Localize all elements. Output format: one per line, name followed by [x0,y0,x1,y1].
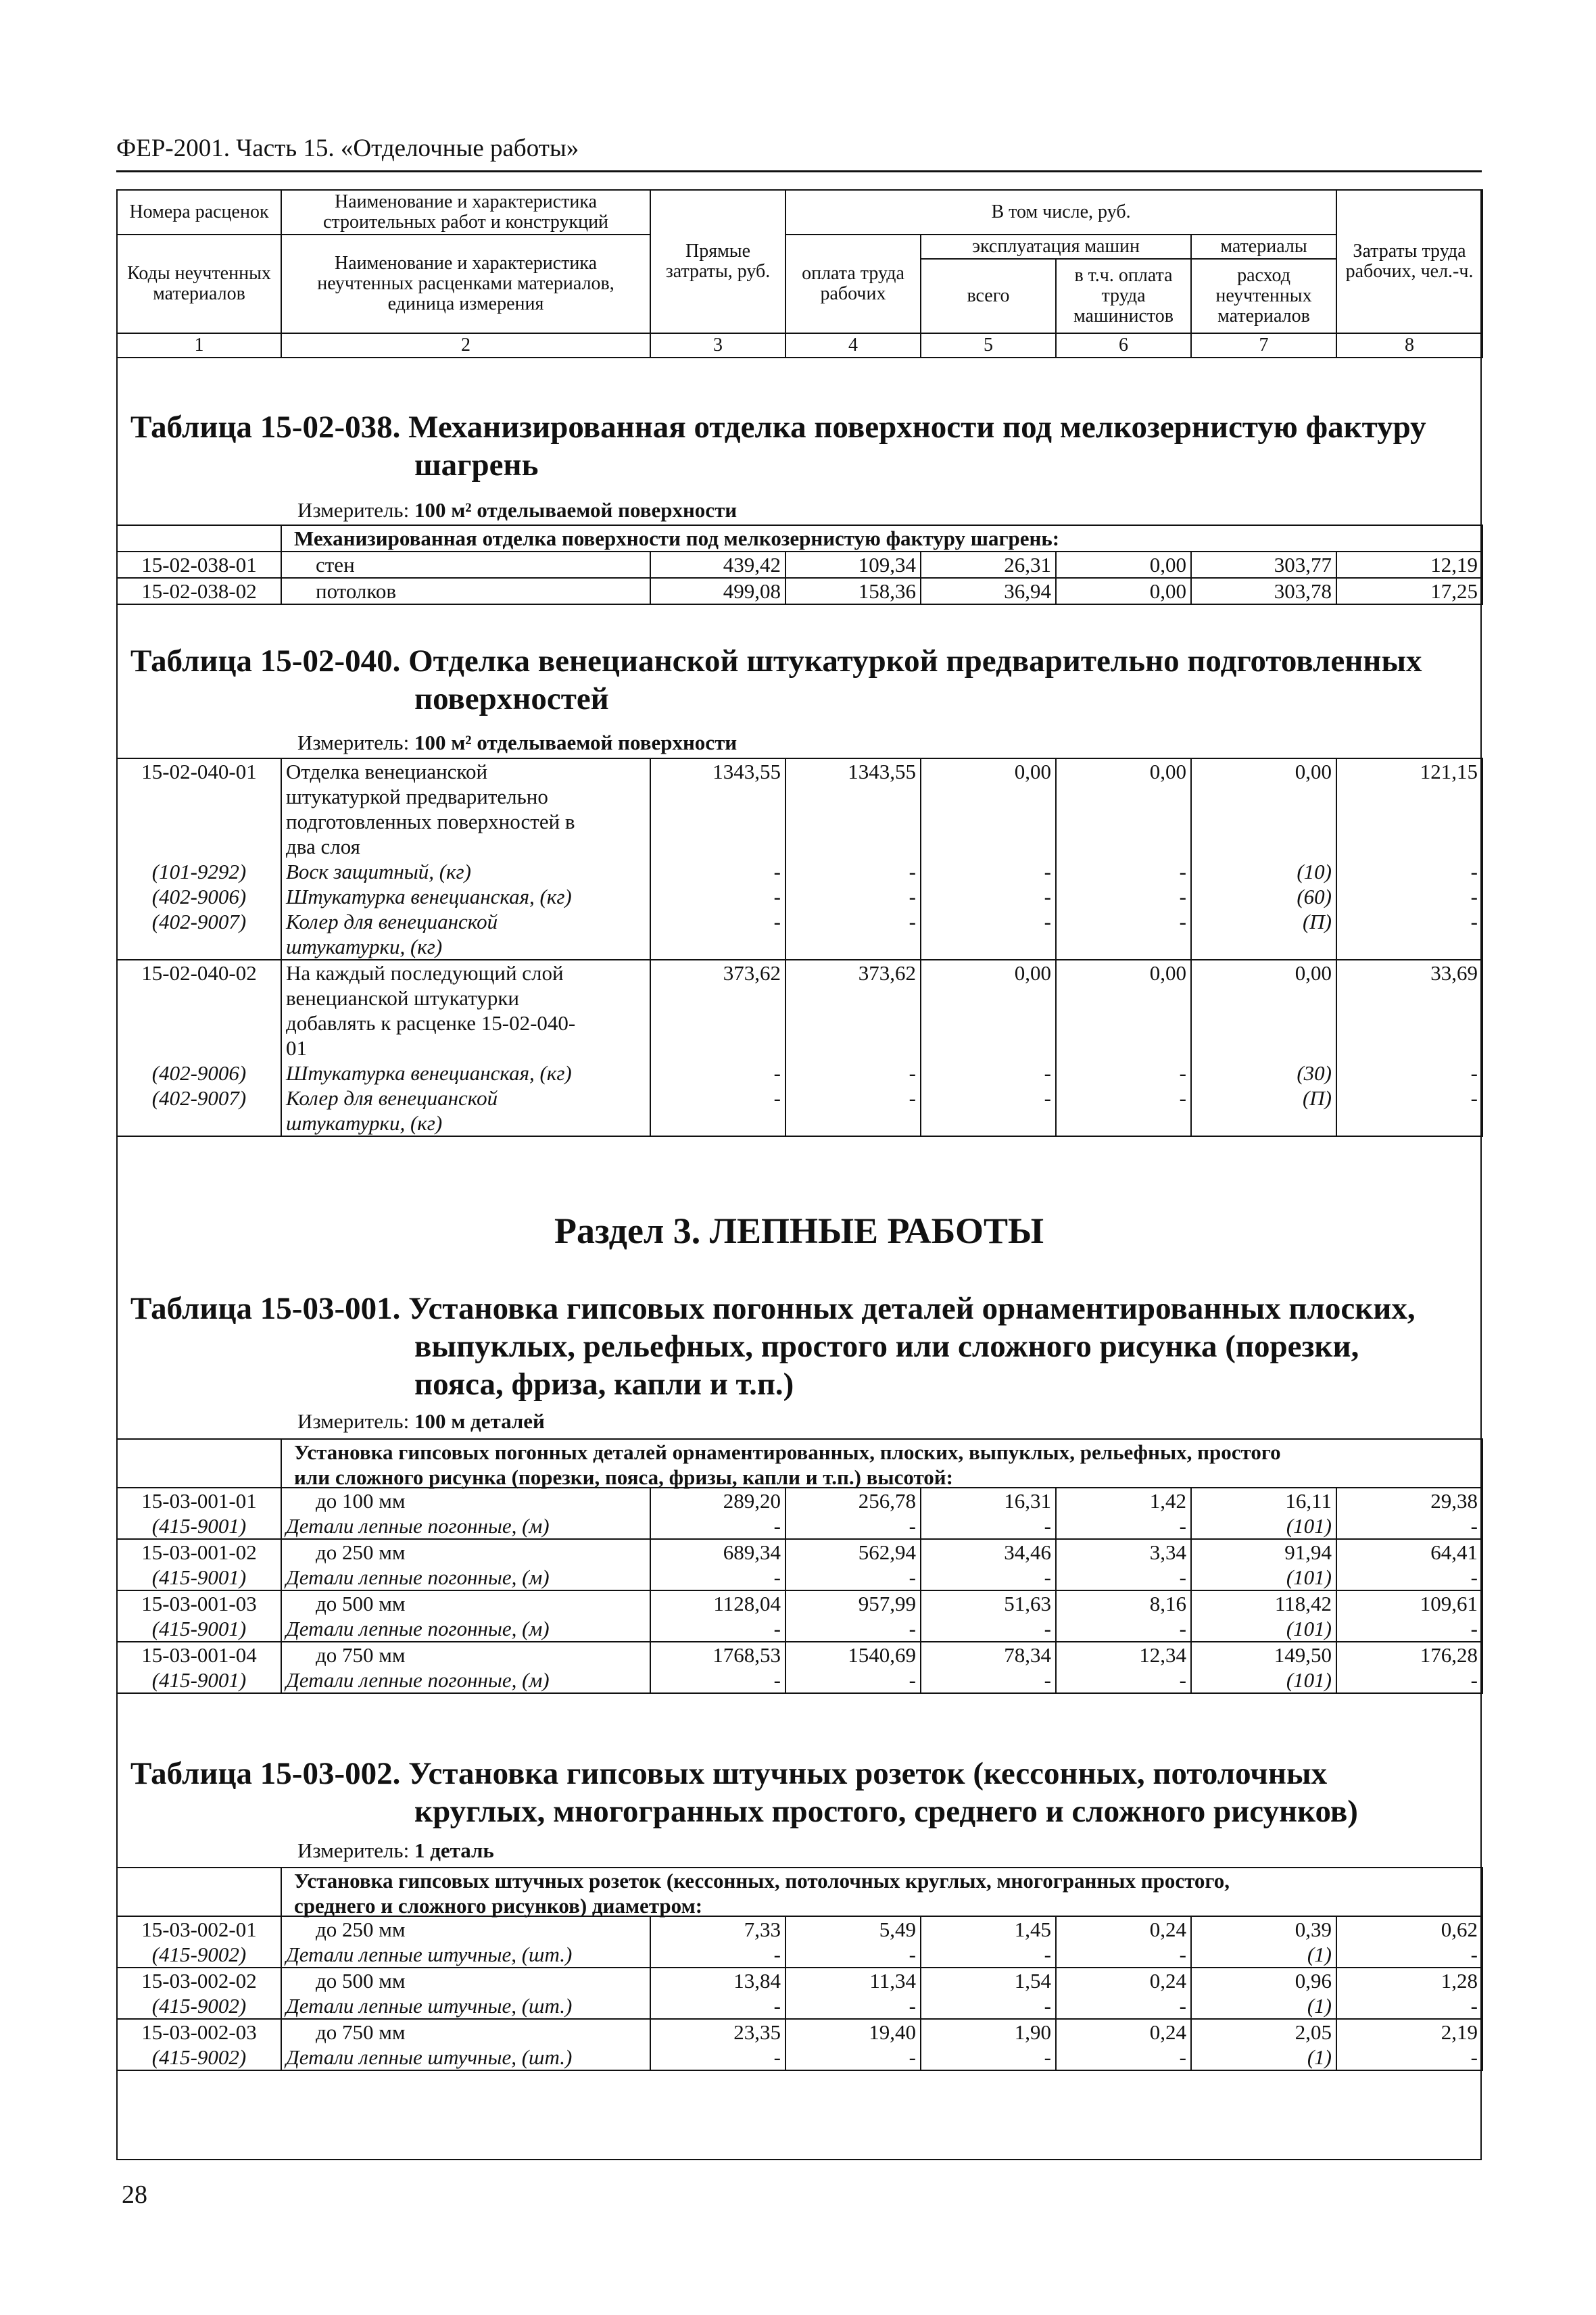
material-name [281,909,650,960]
col-num-6: 6 [1056,333,1191,358]
table-title-15-02-040 [130,642,1476,718]
table-row [117,552,1482,578]
dash: - [921,1513,1056,1539]
data-table-15-03-002-rows [116,1916,1483,2071]
rate-code: 15-03-002-02 [117,1968,281,1993]
work-name [281,758,650,859]
dash: - [650,1942,785,1968]
dash: - [921,1061,1056,1086]
material-name: Детали лепные погонные, (м) [281,1513,650,1539]
materials-cost: 149,50 [1191,1642,1336,1667]
dash: - [785,859,921,884]
dash: - [1336,2045,1482,2070]
col-num-7: 7 [1191,333,1336,358]
col-num-4: 4 [785,333,921,358]
material-name: Воск защитный, (кг) [281,859,650,884]
machine-total: 51,63 [921,1590,1056,1616]
work-name-line: добавлять к расценке 15-02-040- [286,1011,576,1035]
dash: - [921,909,1056,960]
dash: - [650,1565,785,1590]
dash: - [650,1061,785,1086]
meter-15-03-001 [297,1409,545,1434]
meter-value: 1 деталь [414,1838,494,1862]
material-name: Детали лепные погонные, (м) [281,1565,650,1590]
dash: - [921,1086,1056,1136]
work-name-line: штукатуркой предварительно [286,785,548,808]
dash: - [650,1086,785,1136]
dash: - [785,1086,921,1136]
labor-hours: 2,19 [1336,2019,1482,2045]
materials-cost: 0,00 [1191,960,1336,1061]
col5-header: всего [921,259,1056,333]
material-row [117,1667,1482,1693]
dash: - [785,1565,921,1590]
material-qty: (1) [1191,1993,1336,2019]
dash: - [650,1667,785,1693]
meter-15-03-002 [297,1838,494,1863]
material-name-line: штукатурки, (кг) [286,935,443,958]
materials-cost: 303,78 [1191,578,1336,604]
meter-label: Измеритель: [297,731,410,754]
material-qty: (30) [1191,1061,1336,1086]
group-caption-line: среднего и сложного рисунков) диаметром: [294,1894,703,1918]
dash: - [650,1513,785,1539]
material-qty: (1) [1191,2045,1336,2070]
labor-pay: 109,34 [785,552,921,578]
labor-pay: 1540,69 [785,1642,921,1667]
dash: - [650,1993,785,2019]
dash: - [921,1993,1056,2019]
rate-code: 15-03-002-03 [117,2019,281,2045]
rate-code: 15-03-002-01 [117,1916,281,1942]
group-caption-line: Установка гипсовых штучных розеток (кессонных, потолочных круглых, многогранных простого, [294,1869,1230,1893]
labor-hours: 33,69 [1336,960,1482,1061]
table-label: Таблица 15-03-001. [130,1291,401,1326]
material-code: (415-9001) [117,1616,281,1642]
group-caption [281,1439,1482,1490]
dash: - [1056,884,1191,909]
material-name: Детали лепные погонные, (м) [281,1667,650,1693]
dash: - [1056,1513,1191,1539]
dash: - [1336,859,1482,884]
machinist-pay: 0,00 [1056,552,1191,578]
machinist-pay: 0,24 [1056,2019,1191,2045]
col1-top: Номера расценок [117,190,281,235]
work-name-line: два слоя [286,835,360,858]
table-title-15-02-038 [130,408,1476,484]
meter-label: Измеритель: [297,1838,410,1862]
meter-label: Измеритель: [297,1409,410,1433]
labor-hours: 64,41 [1336,1539,1482,1565]
dash: - [1336,909,1482,960]
table-row [117,578,1482,604]
dash: - [650,909,785,960]
materials-cost: 0,39 [1191,1916,1336,1942]
table-row [117,1590,1482,1616]
materials-cost: 91,94 [1191,1539,1336,1565]
direct-costs: 689,34 [650,1539,785,1565]
col7-header: расход неучтенных материалов [1191,259,1336,333]
work-name: потолков [281,578,650,604]
table-row [117,1539,1482,1565]
table-row [117,2019,1482,2045]
col2-top: Наименование и характеристика строительных работ и конструкций [281,190,650,235]
machinist-pay: 12,34 [1056,1642,1191,1667]
material-qty: (101) [1191,1513,1336,1539]
labor-pay: 957,99 [785,1590,921,1616]
rate-code: 15-02-038-02 [117,578,281,604]
material-code: (415-9001) [117,1565,281,1590]
machine-total: 0,00 [921,758,1056,859]
materials-header: материалы [1191,235,1336,259]
machinist-pay: 8,16 [1056,1590,1191,1616]
table-name-cont: пояса, фриза, капли и т.п.) [414,1367,794,1402]
dash: - [1056,1086,1191,1136]
data-table-15-02-038 [116,525,1483,605]
data-table-15-03-001 [116,1438,1483,1490]
work-name-line: 01 [286,1036,307,1060]
meter-15-02-040 [297,731,737,755]
table-label: Таблица 15-02-040. [130,643,401,679]
dash: - [921,1616,1056,1642]
material-qty: (101) [1191,1565,1336,1590]
dash: - [1056,1993,1191,2019]
machinist-pay: 1,42 [1056,1488,1191,1513]
dash: - [785,1993,921,2019]
material-code: (402-9006) [117,884,281,909]
table-name-cont: выпуклых, рельефных, простого или сложного рисунка (порезки, [414,1329,1359,1364]
materials-cost: 2,05 [1191,2019,1336,2045]
dash: - [650,1616,785,1642]
material-row [117,884,1482,909]
dash: - [1336,1616,1482,1642]
direct-costs: 1768,53 [650,1642,785,1667]
col-num-3: 3 [650,333,785,358]
table-name: Установка гипсовых штучных розеток (кессонных, потолочных [408,1756,1328,1791]
dash: - [921,1667,1056,1693]
rate-code: 15-02-038-01 [117,552,281,578]
material-row [117,1513,1482,1539]
machine-total: 1,90 [921,2019,1056,2045]
dash: - [1056,859,1191,884]
col-num-1: 1 [117,333,281,358]
material-row [117,1061,1482,1086]
meter-value: 100 м² отделываемой поверхности [414,498,737,522]
material-name: Детали лепные штучные, (шт.) [281,1993,650,2019]
section-title: Раздел 3. ЛЕПНЫЕ РАБОТЫ [554,1211,1044,1251]
labor-hours: 121,15 [1336,758,1482,859]
table-name-cont: круглых, многогранных простого, среднего и сложного рисунков) [414,1794,1358,1829]
work-name: до 750 мм [281,2019,650,2045]
machine-total: 16,31 [921,1488,1056,1513]
material-code: (415-9001) [117,1667,281,1693]
rate-code: 15-03-001-01 [117,1488,281,1513]
material-code: (415-9002) [117,1993,281,2019]
dash: - [785,1667,921,1693]
group-caption-line: Установка гипсовых погонных деталей орнаментированных, плоских, выпуклых, рельефных, простого [294,1440,1281,1464]
work-name-line: подготовленных поверхностей в [286,810,575,833]
material-qty: (10) [1191,859,1336,884]
material-row [117,1942,1482,1968]
material-qty: (101) [1191,1667,1336,1693]
direct-costs: 373,62 [650,960,785,1061]
dash: - [921,2045,1056,2070]
dash: - [1056,909,1191,960]
work-name: до 100 мм [281,1488,650,1513]
material-qty: (П) [1191,1086,1336,1136]
labor-hours: 29,38 [1336,1488,1482,1513]
machine-total: 36,94 [921,578,1056,604]
machine-total: 1,45 [921,1916,1056,1942]
direct-costs: 289,20 [650,1488,785,1513]
dash: - [785,1942,921,1968]
machinist-pay: 0,00 [1056,758,1191,859]
material-row [117,909,1482,960]
labor-pay: 1343,55 [785,758,921,859]
dash: - [1056,1565,1191,1590]
meter-label: Измеритель: [297,498,410,522]
dash: - [785,1513,921,1539]
dash: - [921,859,1056,884]
material-name-line: штукатурки, (кг) [286,1111,443,1135]
table-name: Установка гипсовых погонных деталей орнаментированных плоских, [408,1291,1416,1326]
dash: - [785,1616,921,1642]
table-name: Отделка венецианской штукатуркой предварительно подготовленных [408,643,1422,679]
work-name-line: венецианской штукатурки [286,986,520,1010]
machinist-pay: 3,34 [1056,1539,1191,1565]
material-name: Штукатурка венецианская, (кг) [281,884,650,909]
dash: - [1336,1667,1482,1693]
material-row [117,1993,1482,2019]
table-row [117,1488,1482,1513]
work-name-line: Отделка венецианской [286,760,488,783]
materials-cost: 303,77 [1191,552,1336,578]
work-name [281,960,650,1061]
dash: - [785,1061,921,1086]
table-name-cont: шагрень [414,447,539,483]
table-name: Механизированная отделка поверхности под мелкозернистую фактуру [408,410,1426,445]
dash: - [1336,884,1482,909]
page-header: ФЕР-2001. Часть 15. «Отделочные работы» [116,134,1482,172]
table-label: Таблица 15-03-002. [130,1756,401,1791]
direct-costs: 439,42 [650,552,785,578]
col4-header: оплата труда рабочих [785,235,921,333]
material-row [117,1565,1482,1590]
material-qty: (П) [1191,909,1336,960]
labor-hours: 1,28 [1336,1968,1482,1993]
machine-total: 34,46 [921,1539,1056,1565]
labor-hours: 17,25 [1336,578,1482,604]
material-code: (415-9002) [117,2045,281,2070]
col-num-8: 8 [1336,333,1482,358]
dash: - [1336,1565,1482,1590]
column-header [116,189,1483,358]
material-qty: (101) [1191,1616,1336,1642]
dash: - [650,884,785,909]
data-table-15-02-040 [116,758,1483,1137]
work-name-line: На каждый последующий слой [286,961,564,985]
group-header: В том числе, руб. [785,190,1336,235]
material-name-line: Колер для венецианской [286,1086,498,1110]
group-caption [281,1868,1482,1918]
dash: - [1336,1993,1482,2019]
labor-hours: 176,28 [1336,1642,1482,1667]
labor-hours: 12,19 [1336,552,1482,578]
dash: - [1336,1086,1482,1136]
machine-total: 78,34 [921,1642,1056,1667]
materials-cost: 0,00 [1191,758,1336,859]
material-name: Детали лепные погонные, (м) [281,1616,650,1642]
dash: - [1056,2045,1191,2070]
dash: - [785,909,921,960]
material-row [117,1616,1482,1642]
machine-total: 26,31 [921,552,1056,578]
material-row [117,859,1482,884]
rate-code: 15-03-001-04 [117,1642,281,1667]
material-row [117,2045,1482,2070]
work-name: до 500 мм [281,1590,650,1616]
table-name-cont: поверхностей [414,681,609,716]
labor-pay: 19,40 [785,2019,921,2045]
material-code: (415-9002) [117,1942,281,1968]
col1-bottom: Коды неучтенных материалов [117,235,281,333]
material-code: (402-9007) [117,1086,281,1136]
dash: - [1056,1667,1191,1693]
dash: - [1336,1061,1482,1086]
labor-pay: 562,94 [785,1539,921,1565]
direct-costs: 499,08 [650,578,785,604]
dash: - [1336,1513,1482,1539]
table-title-15-03-002 [130,1755,1476,1830]
dash: - [1056,1616,1191,1642]
col6-header: в т.ч. оплата труда машинистов [1056,259,1191,333]
dash: - [785,2045,921,2070]
table-title-15-03-001 [130,1290,1476,1403]
material-qty: (60) [1191,884,1336,909]
material-name: Детали лепные штучные, (шт.) [281,2045,650,2070]
group-caption-line: или сложного рисунка (порезки, пояса, фризы, капли и т.п.) высотой: [294,1465,953,1489]
material-qty: (1) [1191,1942,1336,1968]
meter-15-02-038 [297,498,737,522]
labor-pay: 373,62 [785,960,921,1061]
machinist-pay: 0,00 [1056,578,1191,604]
page-number: 28 [122,2180,147,2209]
work-name: стен [281,552,650,578]
dash: - [921,1565,1056,1590]
meter-value: 100 м² отделываемой поверхности [414,731,737,754]
labor-pay: 11,34 [785,1968,921,1993]
labor-pay: 158,36 [785,578,921,604]
material-name [281,1086,650,1136]
materials-cost: 118,42 [1191,1590,1336,1616]
material-code: (402-9007) [117,909,281,960]
direct-costs: 23,35 [650,2019,785,2045]
machines-header: эксплуатация машин [921,235,1191,259]
material-name: Детали лепные штучные, (шт.) [281,1942,650,1968]
data-table-15-03-002 [116,1867,1483,1918]
material-row [117,1086,1482,1136]
col3-header: Прямые затраты, руб. [650,190,785,333]
table-row [117,1916,1482,1942]
rate-code: 15-03-001-02 [117,1539,281,1565]
work-name: до 250 мм [281,1916,650,1942]
machine-total: 0,00 [921,960,1056,1061]
material-name-line: Колер для венецианской [286,910,498,933]
direct-costs: 1128,04 [650,1590,785,1616]
table-row [117,1968,1482,1993]
direct-costs: 13,84 [650,1968,785,1993]
dash: - [650,2045,785,2070]
materials-cost: 16,11 [1191,1488,1336,1513]
meter-value: 100 м деталей [414,1409,545,1433]
col-num-2: 2 [281,333,650,358]
labor-hours: 0,62 [1336,1916,1482,1942]
table-label: Таблица 15-02-038. [130,410,401,445]
machinist-pay: 0,24 [1056,1916,1191,1942]
rate-code: 15-02-040-01 [117,758,281,859]
material-code: (415-9001) [117,1513,281,1539]
material-code: (101-9292) [117,859,281,884]
work-name: до 500 мм [281,1968,650,1993]
labor-hours: 109,61 [1336,1590,1482,1616]
labor-pay: 256,78 [785,1488,921,1513]
col2-bottom: Наименование и характеристика неучтенных расценками материалов, единица измерения [281,235,650,333]
col-num-5: 5 [921,333,1056,358]
rate-code: 15-03-001-03 [117,1590,281,1616]
machinist-pay: 0,00 [1056,960,1191,1061]
group-caption: Механизированная отделка поверхности под мелкозернистую фактуру шагрень: [281,525,1482,552]
direct-costs: 1343,55 [650,758,785,859]
table-row [117,960,1482,1061]
dash: - [785,884,921,909]
table-frame [116,189,1482,2160]
work-name: до 250 мм [281,1539,650,1565]
dash: - [1056,1942,1191,1968]
machine-total: 1,54 [921,1968,1056,1993]
direct-costs: 7,33 [650,1916,785,1942]
work-name: до 750 мм [281,1642,650,1667]
material-name: Штукатурка венецианская, (кг) [281,1061,650,1086]
material-code: (402-9006) [117,1061,281,1086]
col8-header: Затраты труда рабочих, чел.-ч. [1336,190,1482,333]
dash: - [1056,1061,1191,1086]
table-row [117,758,1482,859]
machinist-pay: 0,24 [1056,1968,1191,1993]
dash: - [921,884,1056,909]
rate-code: 15-02-040-02 [117,960,281,1061]
dash: - [1336,1942,1482,1968]
dash: - [921,1942,1056,1968]
materials-cost: 0,96 [1191,1968,1336,1993]
labor-pay: 5,49 [785,1916,921,1942]
dash: - [650,859,785,884]
data-table-15-03-001-rows [116,1487,1483,1694]
table-row [117,1642,1482,1667]
